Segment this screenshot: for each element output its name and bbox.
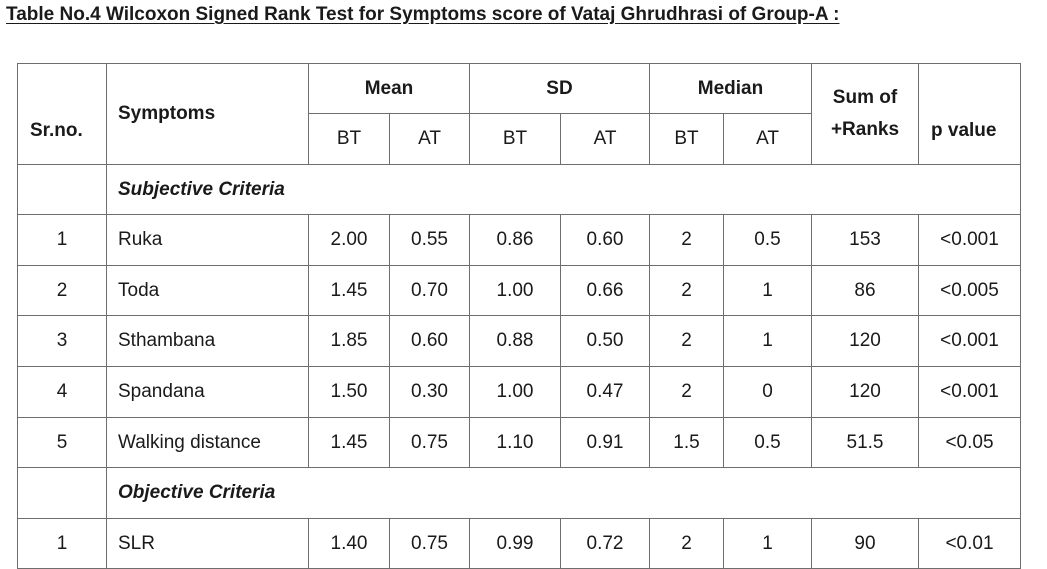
table-row [18, 266, 1021, 316]
cell-mean-bt: 2.00 [309, 215, 390, 266]
header-sum-line2: +Ranks [830, 119, 900, 140]
cell-median-at: 0 [724, 367, 812, 418]
cell-mean-bt: 1.45 [309, 418, 390, 468]
cell-sd-bt: 0.88 [470, 316, 561, 367]
header-median: Median [650, 64, 812, 114]
header-mean-bt: BT [309, 114, 390, 165]
cell-symptom: SLR [107, 519, 309, 569]
cell-mean-bt: 1.85 [309, 316, 390, 367]
table-row [18, 418, 1021, 468]
cell-pvalue: <0.001 [919, 367, 1021, 418]
cell-mean-at: 0.60 [390, 316, 470, 367]
cell-median-bt: 2 [650, 367, 724, 418]
header-mean: Mean [309, 64, 470, 114]
cell-median-at: 1 [724, 266, 812, 316]
cell-median-bt: 2 [650, 519, 724, 569]
cell-pvalue: <0.001 [919, 316, 1021, 367]
header-sum-ranks [812, 64, 919, 165]
cell-symptom: Sthambana [107, 316, 309, 367]
cell-sd-at: 0.50 [561, 316, 650, 367]
table-row [18, 316, 1021, 367]
header-sd-bt: BT [470, 114, 561, 165]
cell-sum-ranks: 120 [812, 367, 919, 418]
table-title: Table No.4 Wilcoxon Signed Rank Test for Symptoms score of Vataj Ghrudhrasi of Group-A : [6, 4, 840, 25]
table-row [18, 367, 1021, 418]
table-row [18, 215, 1021, 266]
cell-sum-ranks: 86 [812, 266, 919, 316]
cell-sd-at: 0.60 [561, 215, 650, 266]
cell-sum-ranks: 51.5 [812, 418, 919, 468]
cell-symptom: Spandana [107, 367, 309, 418]
cell-median-bt: 1.5 [650, 418, 724, 468]
cell-pvalue: <0.05 [919, 418, 1021, 468]
section-label: Objective Criteria [107, 468, 1021, 519]
cell-sum-ranks: 120 [812, 316, 919, 367]
cell-sr: 3 [18, 316, 107, 367]
cell-median-at: 0.5 [724, 418, 812, 468]
cell-mean-bt: 1.45 [309, 266, 390, 316]
cell-sr: 5 [18, 418, 107, 468]
header-symptoms: Symptoms [107, 64, 309, 165]
header-sum-line1: Sum of [832, 87, 898, 108]
cell-median-bt: 2 [650, 215, 724, 266]
cell-sum-ranks: 153 [812, 215, 919, 266]
cell-sum-ranks: 90 [812, 519, 919, 569]
header-sd: SD [470, 64, 650, 114]
cell-symptom: Toda [107, 266, 309, 316]
section-spacer [18, 165, 107, 215]
cell-sd-at: 0.72 [561, 519, 650, 569]
header-median-at: AT [724, 114, 812, 165]
cell-mean-at: 0.30 [390, 367, 470, 418]
header-sd-at: AT [561, 114, 650, 165]
header-mean-at: AT [390, 114, 470, 165]
cell-mean-bt: 1.40 [309, 519, 390, 569]
cell-pvalue: <0.001 [919, 215, 1021, 266]
cell-median-bt: 2 [650, 316, 724, 367]
cell-sd-bt: 1.10 [470, 418, 561, 468]
header-srno: Sr.no. [18, 64, 107, 165]
cell-median-at: 0.5 [724, 215, 812, 266]
header-median-bt: BT [650, 114, 724, 165]
cell-median-at: 1 [724, 316, 812, 367]
wilcoxon-table [17, 63, 1021, 569]
cell-symptom: Walking distance [107, 418, 309, 468]
header-pvalue: p value [919, 64, 1021, 165]
cell-median-at: 1 [724, 519, 812, 569]
cell-sd-at: 0.66 [561, 266, 650, 316]
section-label: Subjective Criteria [107, 165, 1021, 215]
cell-mean-at: 0.55 [390, 215, 470, 266]
cell-pvalue: <0.01 [919, 519, 1021, 569]
section-spacer [18, 468, 107, 519]
cell-sd-bt: 0.99 [470, 519, 561, 569]
cell-sd-bt: 1.00 [470, 266, 561, 316]
table-row [18, 519, 1021, 569]
cell-sr: 1 [18, 519, 107, 569]
cell-sd-bt: 1.00 [470, 367, 561, 418]
cell-mean-at: 0.75 [390, 418, 470, 468]
cell-sd-bt: 0.86 [470, 215, 561, 266]
cell-pvalue: <0.005 [919, 266, 1021, 316]
cell-sd-at: 0.47 [561, 367, 650, 418]
cell-mean-at: 0.75 [390, 519, 470, 569]
cell-sr: 4 [18, 367, 107, 418]
cell-mean-bt: 1.50 [309, 367, 390, 418]
cell-median-bt: 2 [650, 266, 724, 316]
cell-sd-at: 0.91 [561, 418, 650, 468]
cell-mean-at: 0.70 [390, 266, 470, 316]
cell-sr: 2 [18, 266, 107, 316]
cell-symptom: Ruka [107, 215, 309, 266]
cell-sr: 1 [18, 215, 107, 266]
